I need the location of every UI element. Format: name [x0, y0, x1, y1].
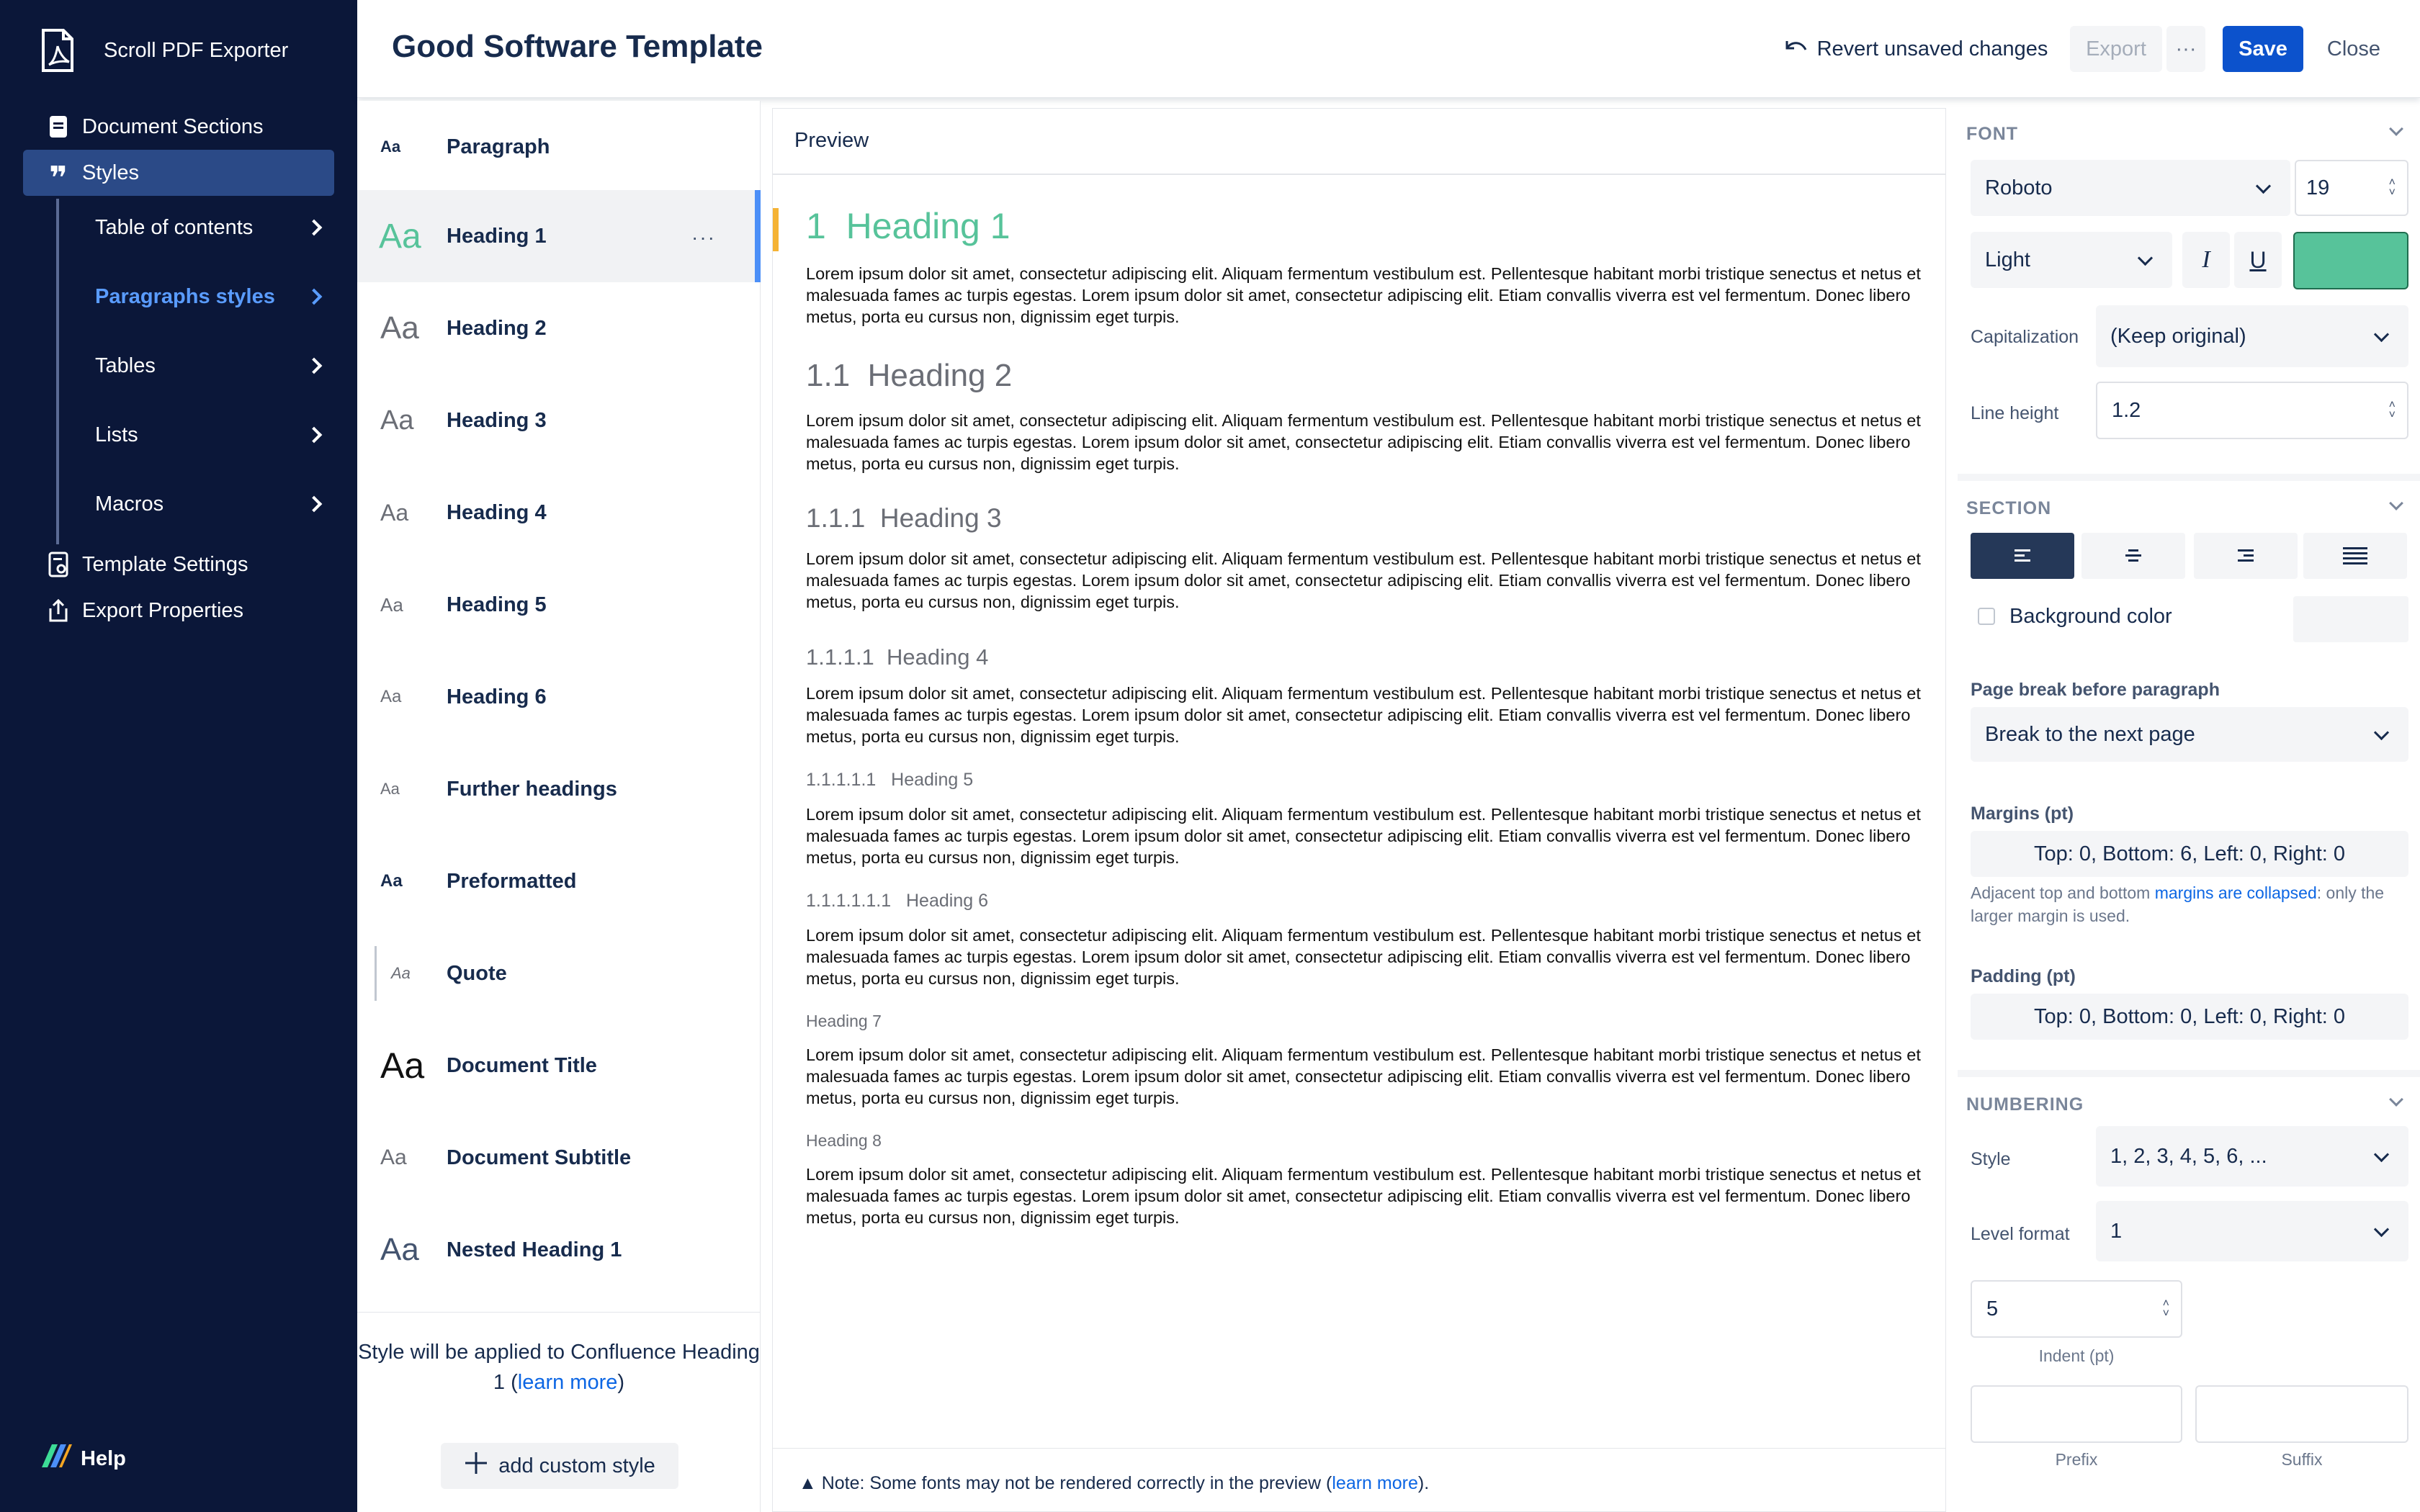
style-name: Heading 2 — [447, 316, 547, 340]
style-name: Heading 4 — [447, 500, 547, 524]
style-name: Nested Heading 1 — [447, 1238, 622, 1261]
note-text: ) — [617, 1371, 625, 1394]
padding-input[interactable] — [1971, 994, 2408, 1040]
style-item-heading-5[interactable] — [357, 559, 761, 651]
numbering-section — [1958, 1077, 2420, 1512]
revert-label: Revert unsaved changes — [1816, 37, 2048, 60]
font-section-title: FONT — [1966, 124, 2019, 144]
style-preview-icon: Aa — [380, 1232, 419, 1267]
preview-paragraph: Lorem ipsum dolor sit amet, consectetur adipiscing elit. Aliquam fermentum vestibulum est. Pellentesque habitant morbi tristique senectus et netus et malesuada fames ac turpis egestas. Lorem ipsum dolor sit amet, consectetur adipiscing elit. Etiam convallis viverra est vel fermentum. Donec libero metus, porta eu cursus non, dignissim eget turpis. — [806, 805, 1921, 867]
capitalization-label: Capitalization — [1971, 327, 2079, 347]
line-height-value: 1.2 — [2112, 398, 2141, 422]
subnav-label: Macros — [95, 492, 164, 516]
style-name: Further headings — [447, 777, 617, 801]
subnav-tables[interactable] — [95, 344, 333, 387]
background-color-checkbox[interactable] — [1978, 608, 1995, 625]
add-custom-label: add custom style — [498, 1454, 655, 1477]
underline-toggle[interactable] — [2234, 232, 2282, 288]
stepper-icon[interactable]: ˄ ˅ — [2388, 176, 2396, 199]
align-center-button[interactable] — [2081, 533, 2185, 579]
page-break-value: Break to the next page — [1985, 722, 2195, 746]
subnav-paragraphs-styles[interactable] — [95, 275, 333, 318]
level-format-select[interactable] — [2096, 1201, 2408, 1261]
style-preview-icon: Aa — [380, 1045, 425, 1086]
collapse-chevron-icon[interactable] — [2389, 496, 2403, 510]
style-item-heading-4[interactable] — [357, 467, 761, 559]
level-format-label: Level format — [1971, 1224, 2070, 1244]
style-name: Paragraph — [447, 135, 550, 158]
nav-label: Export Properties — [82, 598, 244, 622]
align-right-button[interactable] — [2194, 533, 2298, 579]
capitalization-select[interactable] — [2096, 305, 2408, 367]
properties-panel — [1958, 108, 2420, 1512]
font-size-value: 19 — [2306, 176, 2330, 199]
font-family-select[interactable] — [1971, 160, 2290, 216]
revert-button[interactable] — [1779, 26, 2053, 72]
export-label: Export — [2086, 37, 2146, 60]
subnav-macros[interactable] — [95, 482, 333, 526]
style-item-further-headings[interactable] — [357, 743, 761, 835]
style-preview-icon: Aa — [380, 499, 409, 526]
more-options-icon[interactable]: ··· — [691, 226, 716, 248]
style-preview-icon: Aa — [380, 1146, 407, 1169]
style-name: Document Title — [447, 1053, 597, 1077]
nav-document-sections[interactable] — [23, 104, 334, 150]
align-justify-button[interactable] — [2303, 533, 2407, 579]
style-preview-icon: Aa — [380, 780, 400, 798]
export-icon — [46, 598, 71, 624]
italic-icon: I — [2202, 246, 2210, 273]
style-preview-icon: Aa — [380, 593, 403, 616]
nav-label: Document Sections — [82, 114, 264, 138]
prefix-input[interactable] — [1971, 1385, 2182, 1443]
align-left-icon — [2013, 548, 2032, 564]
quote-icon: ❞ — [49, 161, 68, 196]
pdf-logo-icon — [40, 29, 75, 72]
margins-input[interactable] — [1971, 831, 2408, 877]
subnav-label: Lists — [95, 423, 138, 446]
numbering-style-label: Style — [1971, 1149, 2011, 1169]
warning-icon: ▲ — [799, 1473, 817, 1493]
font-weight-value: Light — [1985, 248, 2030, 271]
note-text: Style will be applied to Confluence Heading 1 ( — [358, 1341, 760, 1394]
line-height-input[interactable] — [2096, 382, 2408, 439]
chevron-right-icon — [306, 496, 323, 513]
style-name: Heading 1 — [447, 224, 547, 248]
subnav-divider — [56, 199, 59, 544]
preview-paragraph: Lorem ipsum dolor sit amet, consectetur adipiscing elit. Aliquam fermentum vestibulum est. Pellentesque habitant morbi tristique senectus et netus et malesuada fames ac turpis egestas. Lorem ipsum dolor sit amet, consectetur adipiscing elit. Etiam convallis viverra est vel fermentum. Donec libero metus, porta eu cursus non, dignissim eget turpis. — [806, 684, 1921, 746]
subnav-label: Tables — [95, 354, 156, 377]
page-title: Good Software Template — [392, 29, 763, 64]
help-label: Help — [81, 1446, 126, 1470]
page-break-select[interactable] — [1971, 707, 2408, 762]
nav-styles[interactable] — [23, 150, 334, 196]
section-section — [1958, 481, 2420, 1070]
preview-heading-1: 1 Heading 1 — [806, 206, 1010, 246]
undo-icon — [1784, 37, 1807, 61]
chevron-right-icon — [306, 289, 323, 305]
section-section-title: SECTION — [1966, 498, 2052, 518]
padding-label: Padding (pt) — [1971, 966, 2076, 986]
subnav-label: Table of contents — [95, 215, 254, 239]
font-color-swatch[interactable] — [2293, 232, 2408, 289]
preview-heading-2: 1.1 Heading 2 — [806, 358, 1013, 393]
style-preview-icon: Aa — [380, 687, 402, 706]
plus-icon — [464, 1451, 488, 1481]
style-item-heading-3[interactable] — [357, 374, 761, 467]
style-name: Heading 5 — [447, 593, 547, 616]
export-button[interactable] — [2070, 26, 2162, 72]
save-label: Save — [2238, 37, 2287, 60]
top-header — [357, 0, 2420, 98]
margins-value: Top: 0, Bottom: 6, Left: 0, Right: 0 — [2033, 842, 2345, 865]
divider — [773, 174, 1945, 175]
style-mapping-note — [357, 1312, 761, 1413]
numbering-style-value: 1, 2, 3, 4, 5, 6, ... — [2110, 1144, 2267, 1168]
more-button[interactable] — [2166, 26, 2205, 72]
numbering-style-select[interactable] — [2096, 1126, 2408, 1187]
preview-heading-8: Heading 8 — [806, 1131, 882, 1150]
save-button[interactable] — [2223, 26, 2303, 72]
style-item-document-subtitle[interactable] — [357, 1112, 761, 1204]
hint-text: : only the larger margin is used. — [1971, 883, 2385, 925]
underline-icon: U — [2249, 246, 2267, 273]
preview-heading-4: 1.1.1.1 Heading 4 — [806, 644, 989, 670]
preview-heading-3: 1.1.1 Heading 3 — [806, 503, 1002, 533]
indent-value: 5 — [1986, 1297, 1999, 1320]
app-title: Scroll PDF Exporter — [104, 39, 289, 62]
nav-template-settings[interactable] — [23, 541, 334, 588]
style-preview-icon: Aa — [380, 405, 414, 436]
close-button[interactable] — [2318, 26, 2390, 72]
padding-value: Top: 0, Bottom: 0, Left: 0, Right: 0 — [2033, 1004, 2345, 1028]
hint-text: Adjacent top and bottom — [1971, 883, 2155, 902]
style-preview-icon: Aa — [379, 217, 421, 256]
help-logo-icon — [40, 1443, 72, 1475]
style-name: Quote — [447, 961, 507, 985]
prefix-label: Prefix — [2055, 1450, 2098, 1469]
align-justify-icon — [2343, 546, 2367, 565]
style-preview-icon: Aa — [375, 946, 447, 1001]
nav-export-properties[interactable] — [23, 588, 334, 634]
suffix-input[interactable] — [2195, 1385, 2408, 1443]
nav-label: Styles — [82, 161, 139, 184]
margins-collapsed-link[interactable]: margins are collapsed — [2154, 883, 2317, 902]
preview-font-note — [773, 1448, 1945, 1512]
style-item-document-title[interactable] — [357, 1020, 761, 1112]
chevron-right-icon — [306, 427, 323, 444]
add-custom-style-button[interactable] — [441, 1443, 678, 1489]
indent-label: Indent (pt) — [2038, 1346, 2115, 1365]
collapse-chevron-icon[interactable] — [2389, 1092, 2403, 1107]
preview-paragraph: Lorem ipsum dolor sit amet, consectetur adipiscing elit. Aliquam fermentum vestibulum est. Pellentesque habitant morbi tristique senectus et netus et malesuada fames ac turpis egestas. Lorem ipsum dolor sit amet, consectetur adipiscing elit. Etiam convallis viverra est vel fermentum. Donec libero metus, porta eu cursus non, dignissim eget turpis. — [806, 264, 1921, 326]
learn-more-link[interactable]: learn more — [1332, 1473, 1418, 1493]
background-color-swatch[interactable] — [2293, 596, 2408, 642]
preview-paragraph: Lorem ipsum dolor sit amet, consectetur adipiscing elit. Aliquam fermentum vestibulum est. Pellentesque habitant morbi tristique senectus et netus et malesuada fames ac turpis egestas. Lorem ipsum dolor sit amet, consectetur adipiscing elit. Etiam convallis viverra est vel fermentum. Donec libero metus, porta eu cursus non, dignissim eget turpis. — [806, 1165, 1921, 1227]
style-preview-icon: Aa — [380, 138, 401, 156]
subnav-label: Paragraphs styles — [95, 284, 275, 308]
more-icon: ··· — [2175, 37, 2197, 60]
preview-heading-7: Heading 7 — [806, 1012, 882, 1030]
style-item-heading-6[interactable] — [357, 651, 761, 743]
chevron-right-icon — [306, 220, 323, 236]
document-icon — [46, 114, 71, 140]
style-item-paragraph[interactable] — [357, 101, 761, 193]
note-text: Note: Some fonts may not be rendered correctly in the preview ( — [821, 1473, 1332, 1493]
stepper-icon[interactable]: ˄ ˅ — [2162, 1297, 2169, 1320]
style-item-heading-1[interactable] — [357, 190, 761, 282]
preview-paragraph: Lorem ipsum dolor sit amet, consectetur adipiscing elit. Aliquam fermentum vestibulum est. Pellentesque habitant morbi tristique senectus et netus et malesuada fames ac turpis egestas. Lorem ipsum dolor sit amet, consectetur adipiscing elit. Etiam convallis viverra est vel fermentum. Donec libero metus, porta eu cursus non, dignissim eget turpis. — [806, 1045, 1921, 1107]
style-item-nested-heading-1[interactable] — [357, 1204, 761, 1296]
font-section — [1958, 108, 2420, 474]
preview-panel — [772, 108, 1946, 1512]
subnav-table-of-contents[interactable] — [95, 206, 333, 249]
nav-label: Template Settings — [82, 552, 248, 576]
preview-paragraph: Lorem ipsum dolor sit amet, consectetur adipiscing elit. Aliquam fermentum vestibulum est. Pellentesque habitant morbi tristique senectus et netus et malesuada fames ac turpis egestas. Lorem ipsum dolor sit amet, consectetur adipiscing elit. Etiam convallis viverra est vel fermentum. Donec libero metus, porta eu cursus non, dignissim eget turpis. — [806, 411, 1921, 473]
margins-hint — [1971, 881, 2403, 927]
preview-heading-5: 1.1.1.1.1 Heading 5 — [806, 770, 974, 790]
capitalization-value: (Keep original) — [2110, 324, 2246, 348]
style-item-quote[interactable] — [357, 927, 761, 1020]
italic-toggle[interactable] — [2182, 232, 2230, 288]
sidebar — [0, 0, 357, 1512]
preview-title: Preview — [794, 129, 869, 152]
stepper-icon[interactable]: ˄ ˅ — [2388, 399, 2396, 421]
align-left-button[interactable] — [1971, 533, 2074, 579]
subnav-lists[interactable] — [95, 413, 333, 456]
style-list — [357, 101, 761, 1512]
note-text: ). — [1417, 1473, 1430, 1493]
style-item-heading-2[interactable] — [357, 282, 761, 374]
help-link[interactable] — [40, 1443, 126, 1475]
style-name: Document Subtitle — [447, 1146, 632, 1169]
style-name: Heading 6 — [447, 685, 547, 708]
font-weight-select[interactable] — [1971, 232, 2172, 288]
level-format-value: 1 — [2110, 1219, 2123, 1243]
chevron-right-icon — [306, 358, 323, 374]
align-center-icon — [2124, 548, 2143, 564]
style-name: Preformatted — [447, 869, 577, 893]
style-preview-icon: Aa — [380, 310, 419, 346]
font-family-value: Roboto — [1985, 176, 2053, 199]
close-label: Close — [2326, 37, 2381, 60]
collapse-chevron-icon[interactable] — [2389, 122, 2403, 136]
style-preview-icon: Aa — [380, 871, 403, 891]
style-name: Heading 3 — [447, 408, 547, 432]
suffix-label: Suffix — [2281, 1450, 2323, 1469]
numbering-section-title: NUMBERING — [1966, 1094, 2084, 1115]
indent-input[interactable] — [1971, 1280, 2182, 1338]
font-size-input[interactable] — [2295, 160, 2408, 216]
page-break-label: Page break before paragraph — [1971, 680, 2220, 700]
style-item-preformatted[interactable] — [357, 835, 761, 927]
learn-more-link[interactable]: learn more — [517, 1371, 618, 1394]
align-right-icon — [2236, 548, 2255, 564]
preview-paragraph: Lorem ipsum dolor sit amet, consectetur adipiscing elit. Aliquam fermentum vestibulum est. Pellentesque habitant morbi tristique senectus et netus et malesuada fames ac turpis egestas. Lorem ipsum dolor sit amet, consectetur adipiscing elit. Etiam convallis viverra est vel fermentum. Donec libero metus, porta eu cursus non, dignissim eget turpis. — [806, 926, 1921, 988]
line-height-label: Line height — [1971, 403, 2059, 423]
background-color-label: Background color — [2009, 605, 2172, 628]
margins-label: Margins (pt) — [1971, 804, 2074, 824]
preview-heading-6: 1.1.1.1.1.1 Heading 6 — [806, 891, 988, 911]
selected-style-marker — [773, 208, 779, 251]
preview-paragraph: Lorem ipsum dolor sit amet, consectetur adipiscing elit. Aliquam fermentum vestibulum est. Pellentesque habitant morbi tristique senectus et netus et malesuada fames ac turpis egestas. Lorem ipsum dolor sit amet, consectetur adipiscing elit. Etiam convallis viverra est vel fermentum. Donec libero metus, porta eu cursus non, dignissim eget turpis. — [806, 549, 1921, 611]
template-settings-icon — [46, 552, 71, 577]
